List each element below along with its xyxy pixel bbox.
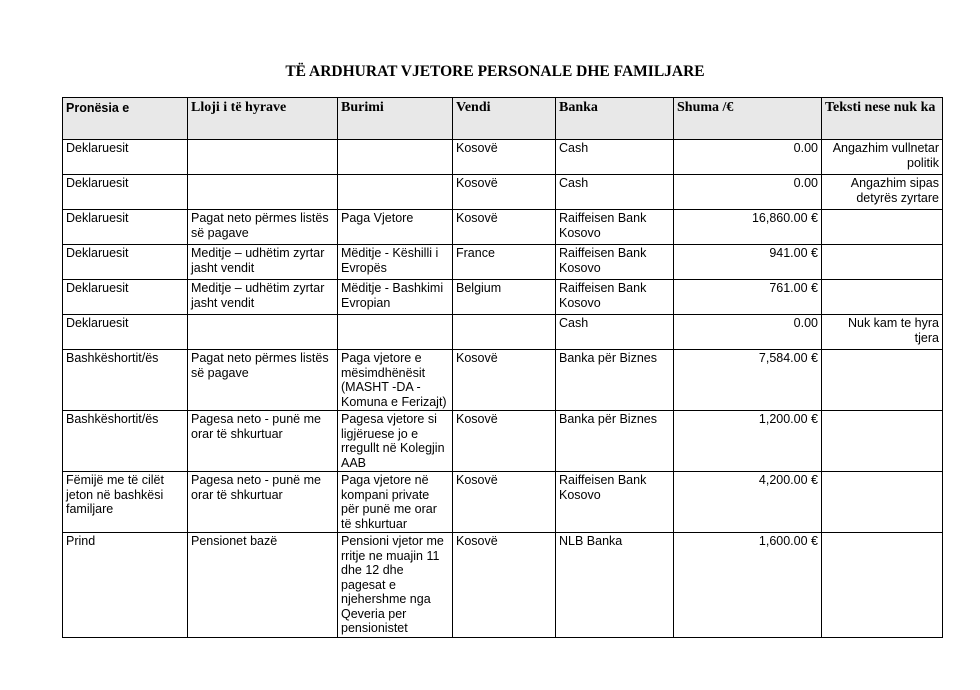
cell-bank: Raiffeisen Bank Kosovo — [556, 280, 674, 315]
cell-source: Paga Vjetore — [338, 210, 453, 245]
cell-country: Kosovë — [453, 472, 556, 533]
cell-amount: 0.00 — [674, 140, 822, 175]
cell-note: Nuk kam te hyra tjera — [822, 315, 943, 350]
page-title: TË ARDHURAT VJETORE PERSONALE DHE FAMILJARE — [285, 63, 705, 80]
cell-amount: 0.00 — [674, 175, 822, 210]
cell-note: Angazhim vullnetar politik — [822, 140, 943, 175]
cell-owner: Deklaruesit — [63, 210, 188, 245]
cell-note — [822, 210, 943, 245]
cell-source: Paga vjetore e mësimdhënësit (MASHT -DA - Komuna e Ferizajt) — [338, 350, 453, 411]
table-row — [63, 472, 943, 533]
cell-bank: Cash — [556, 315, 674, 350]
cell-bank: Raiffeisen Bank Kosovo — [556, 210, 674, 245]
cell-type: Pagesa neto - punë me orar të shkurtuar — [188, 472, 338, 533]
cell-country: Kosovë — [453, 175, 556, 210]
cell-country: Kosovë — [453, 140, 556, 175]
cell-country: Kosovë — [453, 350, 556, 411]
column-header-country: Vendi — [453, 98, 556, 140]
cell-note: Angazhim sipas detyrës zyrtare — [822, 175, 943, 210]
cell-owner: Deklaruesit — [63, 175, 188, 210]
column-header-source: Burimi — [338, 98, 453, 140]
cell-bank: Banka për Biznes — [556, 411, 674, 472]
cell-owner: Deklaruesit — [63, 245, 188, 280]
cell-type: Meditje – udhëtim zyrtar jasht vendit — [188, 245, 338, 280]
cell-country: France — [453, 245, 556, 280]
income-table — [62, 97, 943, 638]
cell-bank: NLB Banka — [556, 533, 674, 638]
cell-owner: Prind — [63, 533, 188, 638]
cell-amount: 761.00 € — [674, 280, 822, 315]
table-row — [63, 350, 943, 411]
cell-source: Mëditje - Bashkimi Evropian — [338, 280, 453, 315]
cell-bank: Raiffeisen Bank Kosovo — [556, 472, 674, 533]
table-row — [63, 280, 943, 315]
cell-type: Pagat neto përmes listës së pagave — [188, 210, 338, 245]
cell-country — [453, 315, 556, 350]
column-header-type: Lloji i të hyrave — [188, 98, 338, 140]
cell-amount: 16,860.00 € — [674, 210, 822, 245]
cell-source: Mëditje - Këshilli i Evropës — [338, 245, 453, 280]
cell-type — [188, 175, 338, 210]
cell-bank: Cash — [556, 140, 674, 175]
cell-type: Pagesa neto - punë me orar të shkurtuar — [188, 411, 338, 472]
cell-note — [822, 350, 943, 411]
table-row — [63, 411, 943, 472]
cell-owner: Deklaruesit — [63, 140, 188, 175]
cell-source — [338, 140, 453, 175]
cell-amount: 1,600.00 € — [674, 533, 822, 638]
cell-country: Kosovë — [453, 411, 556, 472]
cell-bank: Banka për Biznes — [556, 350, 674, 411]
cell-amount: 1,200.00 € — [674, 411, 822, 472]
cell-amount: 7,584.00 € — [674, 350, 822, 411]
cell-bank: Cash — [556, 175, 674, 210]
cell-owner: Bashkëshortit/ës — [63, 411, 188, 472]
cell-owner: Bashkëshortit/ës — [63, 350, 188, 411]
cell-note — [822, 472, 943, 533]
cell-source: Pensioni vjetor me rritje ne muajin 11 dhe 12 dhe pagesat e njehershme nga Qeveria per pensionistet — [338, 533, 453, 638]
cell-owner: Deklaruesit — [63, 315, 188, 350]
cell-type — [188, 140, 338, 175]
cell-note — [822, 533, 943, 638]
column-header-amount: Shuma /€ — [674, 98, 822, 140]
table-header-row — [63, 98, 943, 140]
cell-type: Pagat neto përmes listës së pagave — [188, 350, 338, 411]
cell-source: Pagesa vjetore si ligjëruese jo e rregullt në Kolegjin AAB — [338, 411, 453, 472]
table-row — [63, 533, 943, 638]
cell-source: Paga vjetore në kompani private për punë me orar të shkurtuar — [338, 472, 453, 533]
table-row — [63, 210, 943, 245]
cell-owner: Fëmijë me të cilët jeton në bashkësi familjare — [63, 472, 188, 533]
column-header-owner: Pronësia e — [63, 98, 188, 140]
cell-amount: 4,200.00 € — [674, 472, 822, 533]
cell-amount: 0.00 — [674, 315, 822, 350]
cell-note — [822, 280, 943, 315]
cell-country: Belgium — [453, 280, 556, 315]
table-row — [63, 245, 943, 280]
cell-amount: 941.00 € — [674, 245, 822, 280]
cell-country: Kosovë — [453, 210, 556, 245]
cell-type: Pensionet bazë — [188, 533, 338, 638]
cell-note — [822, 411, 943, 472]
column-header-note: Teksti nese nuk ka — [822, 98, 943, 140]
table-row — [63, 175, 943, 210]
cell-bank: Raiffeisen Bank Kosovo — [556, 245, 674, 280]
cell-note — [822, 245, 943, 280]
cell-type: Meditje – udhëtim zyrtar jasht vendit — [188, 280, 338, 315]
cell-type — [188, 315, 338, 350]
column-header-bank: Banka — [556, 98, 674, 140]
cell-source — [338, 315, 453, 350]
table-row — [63, 315, 943, 350]
cell-owner: Deklaruesit — [63, 280, 188, 315]
cell-source — [338, 175, 453, 210]
cell-country: Kosovë — [453, 533, 556, 638]
table-row — [63, 140, 943, 175]
